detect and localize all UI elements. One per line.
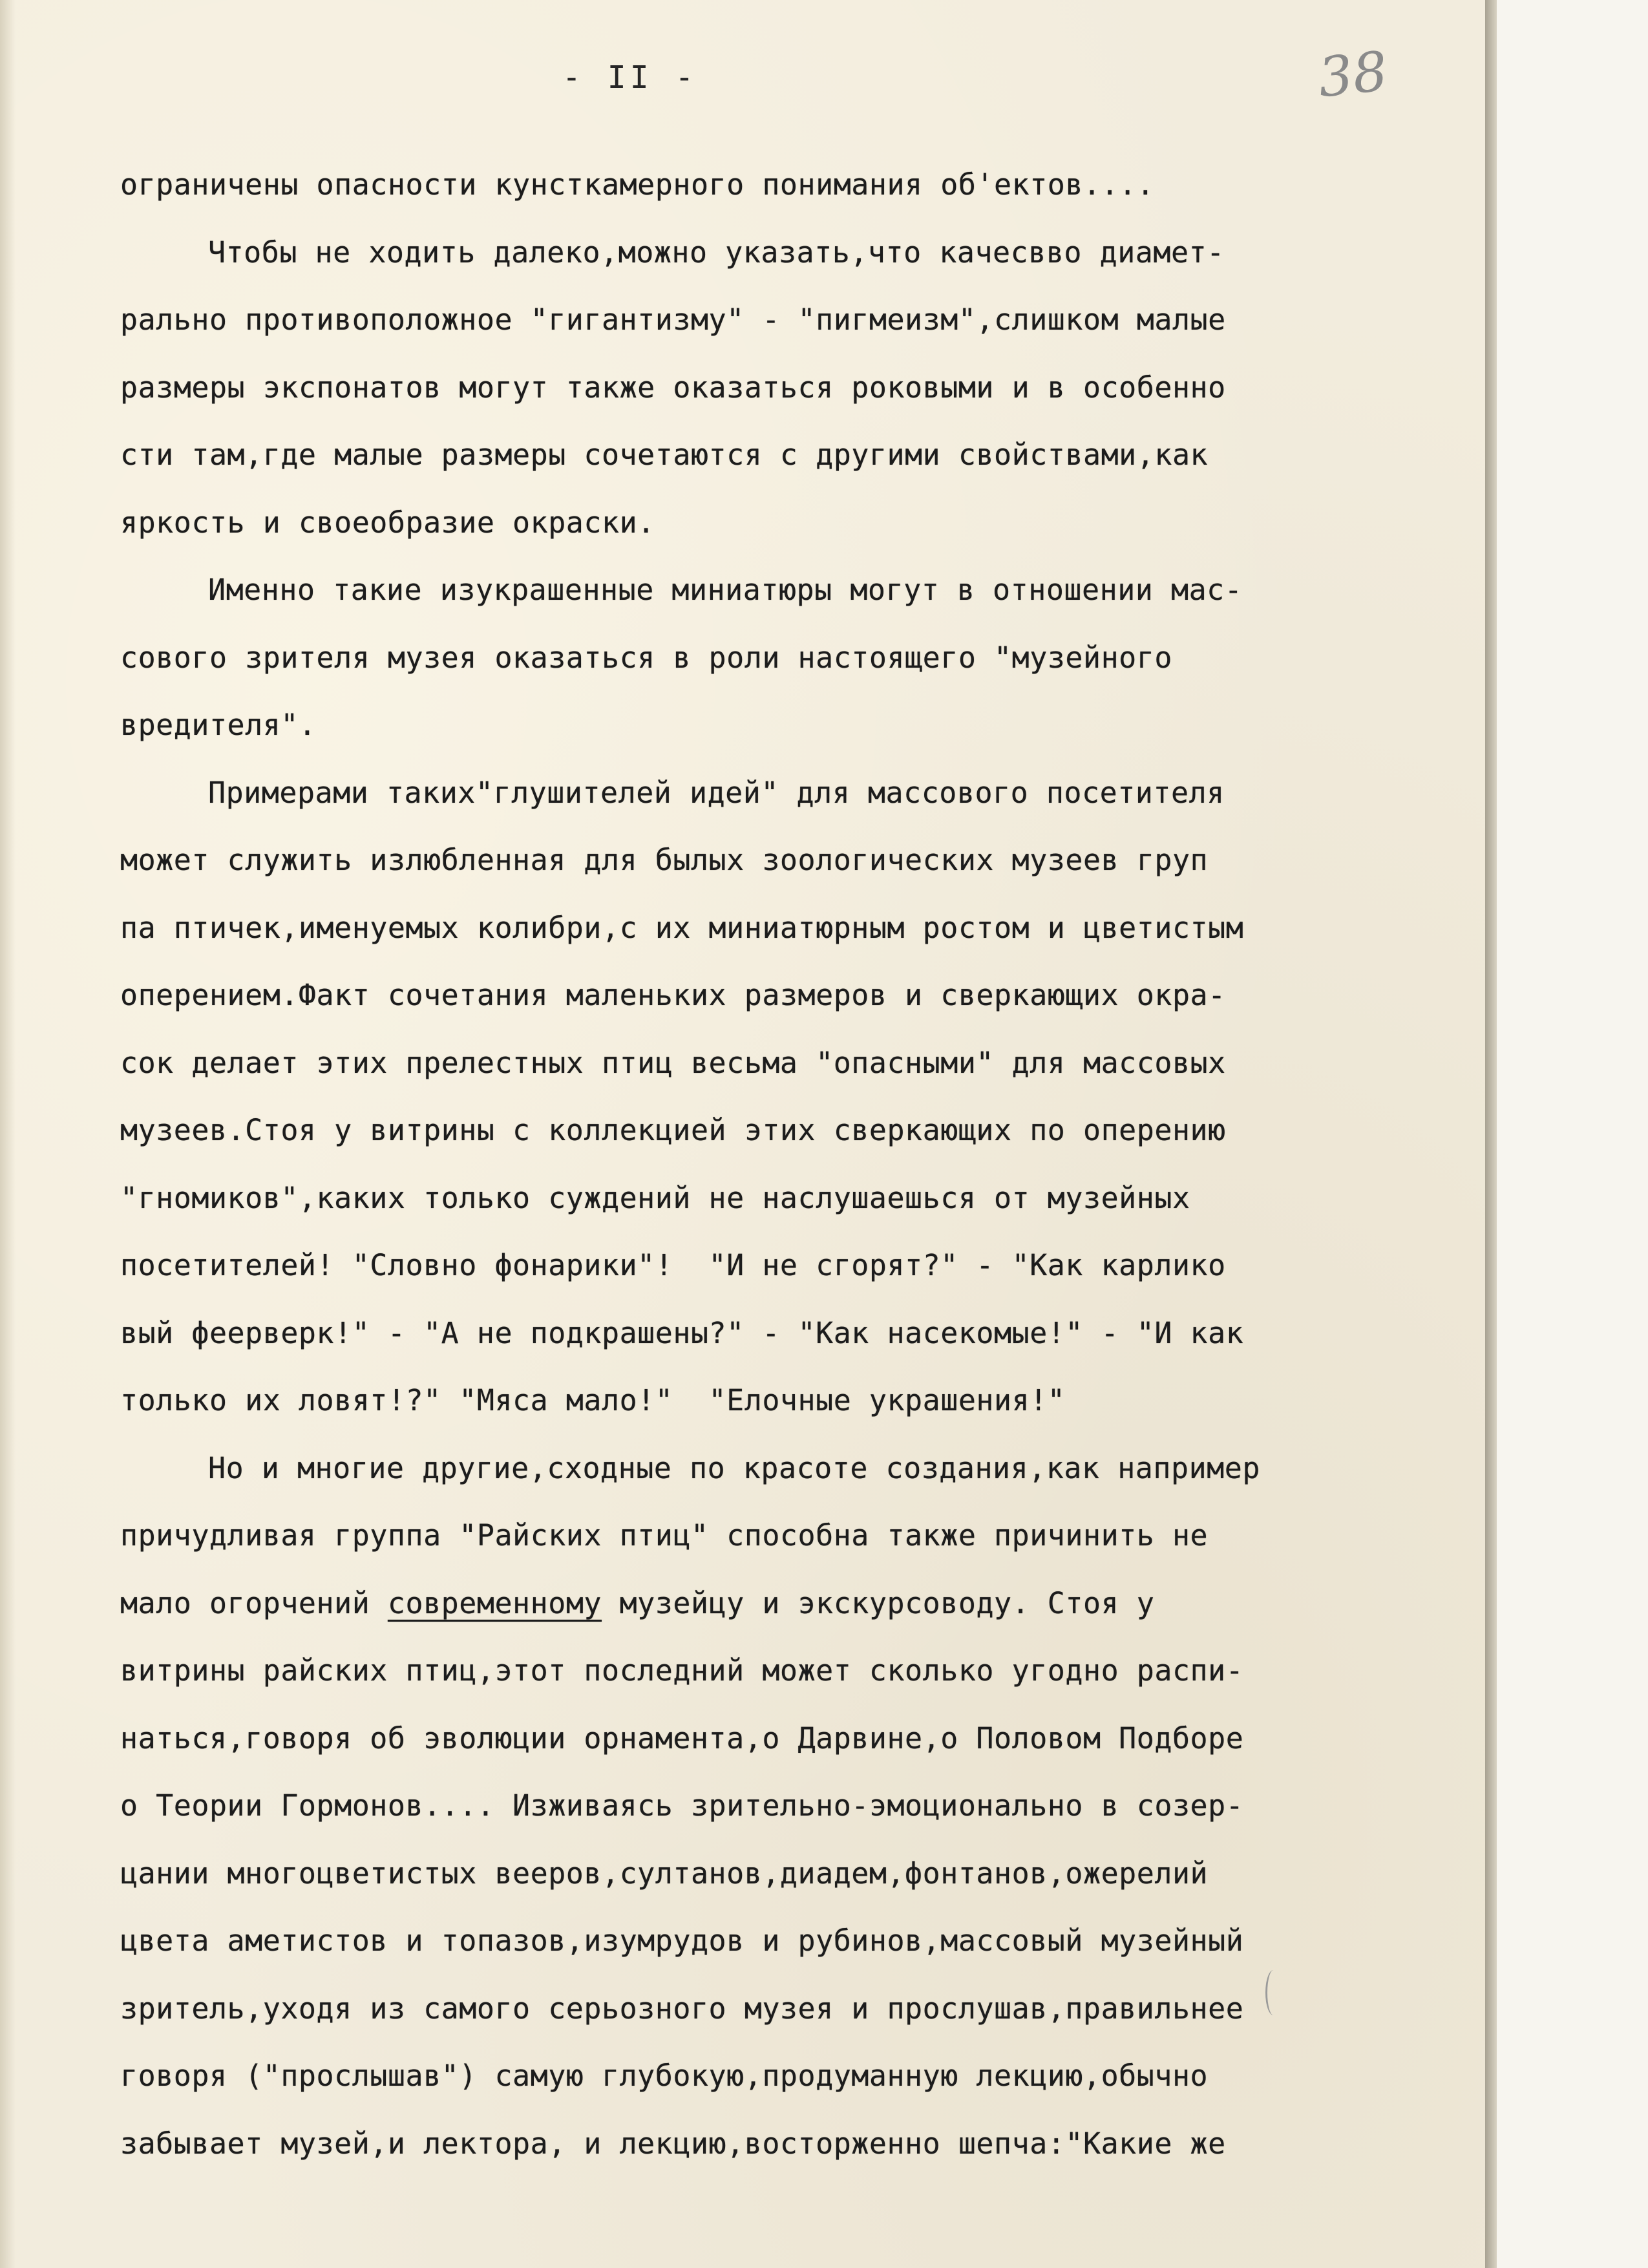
text-line: размеры экспонатов могут также оказаться роковыми и в особенно <box>120 370 1226 405</box>
text-line: Именно такие изукрашенные миниатюры могут в отношении мас- <box>208 573 1243 607</box>
text-line: рально противоположное "гигантизму" - "пигмеизм",слишком малые <box>120 302 1226 337</box>
text-line: ограничены опасности кунсткамерного понимания об'ектов.... <box>120 167 1155 202</box>
text-line: па птичек,именуемых колибри,с их миниатюрным ростом и цветистым <box>120 910 1244 945</box>
text-line: музеев.Стоя у витрины с коллекцией этих сверкающих по оперению <box>120 1113 1226 1147</box>
text-line: Но и многие другие,сходные по красоте создания,как например <box>208 1450 1260 1485</box>
text-line: только их ловят!?" "Мяса мало!" "Елочные украшения!" <box>120 1383 1066 1417</box>
text-line: забывает музей,и лектора, и лекцию,восторженно шепча:"Какие же <box>120 2126 1226 2161</box>
text-line: причудливая группа "Райских птиц" способна также причинить не <box>120 1518 1209 1553</box>
text-segment: музейцу и экскурсоводу. Стоя у <box>602 1585 1155 1620</box>
page-edge-shadow <box>1485 0 1497 2268</box>
text-line <box>120 1584 1477 1652</box>
text-line: вый феерверк!" - "А не подкрашены?" - "Как насекомые!" - "И как <box>120 1315 1244 1350</box>
underlined-word: современному <box>387 1585 602 1620</box>
text-line: Примерами таких"глушителей идей" для массового посетителя <box>208 775 1225 810</box>
page-number: - II - <box>562 59 698 96</box>
text-line: наться,говоря об эволюции орнамента,о Дарвине,о Половом Подборе <box>120 1721 1244 1755</box>
text-line: говоря ("прослышав") самую глубокую,продуманную лекцию,обычно <box>120 2059 1209 2093</box>
text-line: сового зрителя музея оказаться в роли настоящего "музейного <box>120 640 1172 675</box>
text-line: посетителей! "Словно фонарики"! "И не сгорят?" - "Как карлико <box>120 1248 1226 1282</box>
text-line: сок делает этих прелестных птиц весьма "опасными" для массовых <box>120 1045 1226 1080</box>
archive-folio-number: 38 <box>1315 39 1391 110</box>
text-line: яркость и своеобразие окраски. <box>120 505 655 540</box>
text-line: зритель,уходя из самого серьозного музея и прослушав,правильнее <box>120 1991 1244 2026</box>
text-line: цании многоцветистых вееров,султанов,диадем,фонтанов,ожерелий <box>120 1856 1209 1891</box>
text-segment: мало огорчений <box>120 1585 388 1620</box>
text-line: оперением.Факт сочетания маленьких размеров и сверкающих окра- <box>120 978 1226 1012</box>
text-line: может служить излюбленная для былых зоологических музеев груп <box>120 843 1209 877</box>
page-fold-shadow <box>0 0 16 2268</box>
text-line: "гномиков",каких только суждений не наслушаешься от музейных <box>120 1180 1190 1215</box>
scan-background <box>1497 0 1648 2268</box>
typewritten-body <box>120 165 1477 2192</box>
pencil-bracket-mark <box>1265 1970 1282 2015</box>
text-line: о Теории Гормонов.... Изживаясь зрительно-эмоционально в созер- <box>120 1788 1244 1823</box>
text-line: вредителя". <box>120 708 317 742</box>
text-line: витрины райских птиц,этот последний может сколько угодно распи- <box>120 1653 1244 1688</box>
text-line: сти там,где малые размеры сочетаются с другими свойствами,как <box>120 438 1209 472</box>
text-line: цвета аметистов и топазов,изумрудов и рубинов,массовый музейный <box>120 1924 1244 1958</box>
text-line: Чтобы не ходить далеко,можно указать,что качесвво диамет- <box>208 235 1225 270</box>
